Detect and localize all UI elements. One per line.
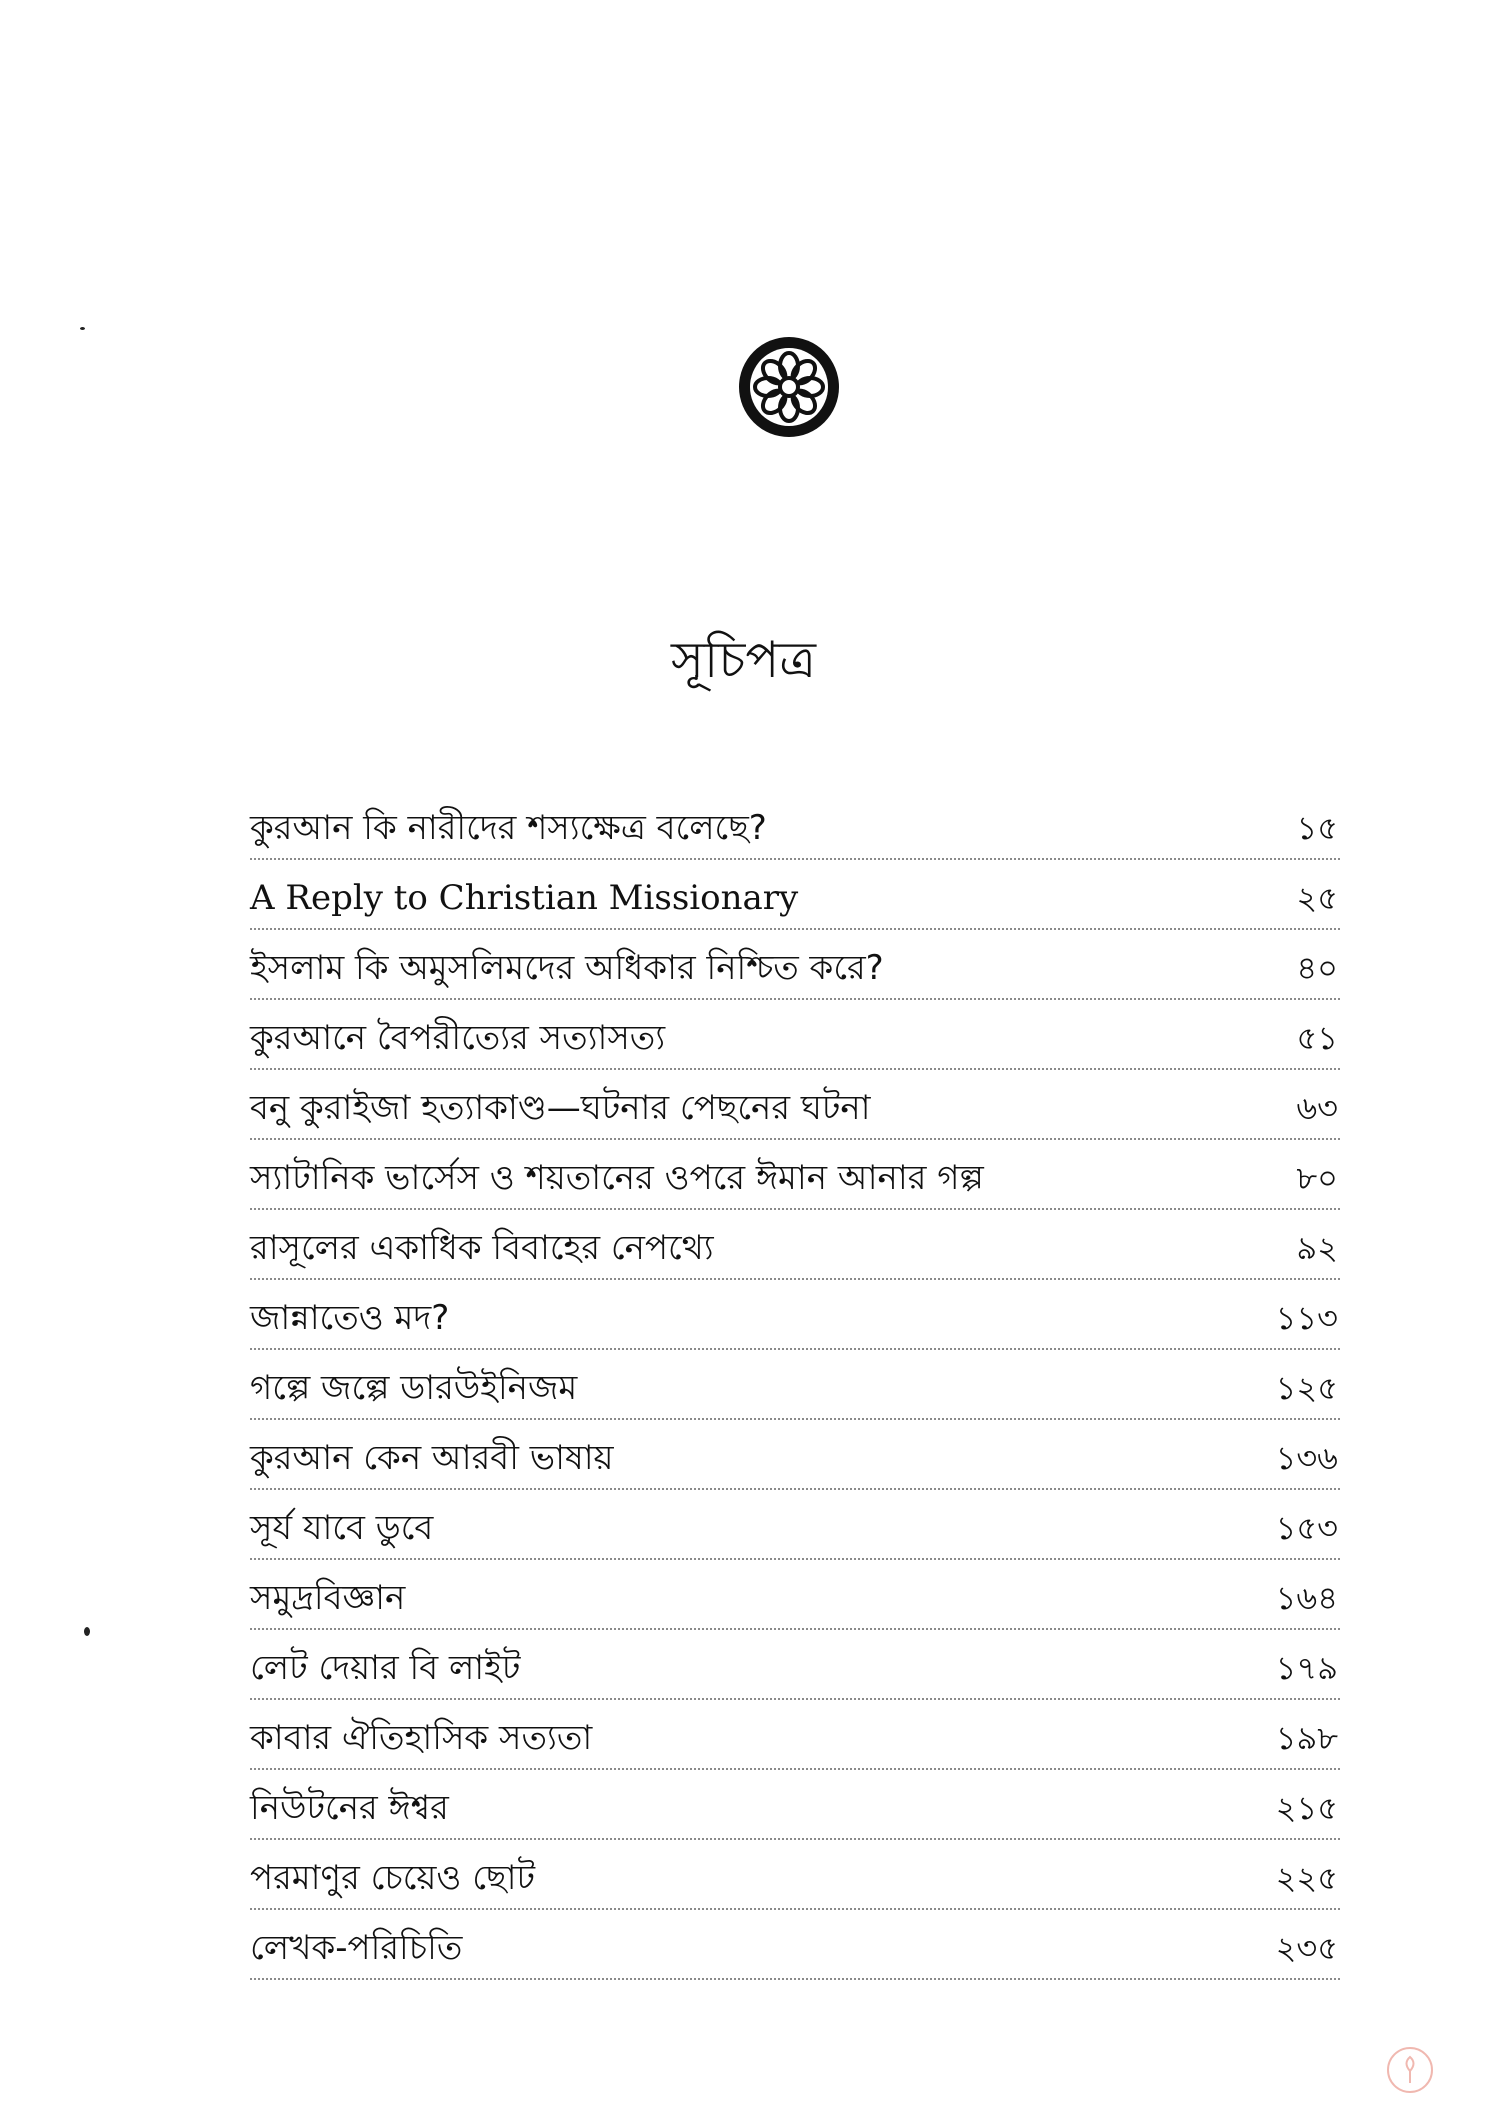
flower-rosette-icon — [734, 332, 844, 442]
toc-entry — [250, 1770, 1340, 1840]
scan-speck — [84, 1627, 90, 1636]
toc-entry-title: লেট দেয়ার বি লাইট — [250, 1648, 521, 1688]
toc-entry-title: কুরআন কেন আরবী ভাষায় — [250, 1438, 614, 1478]
toc-entry — [250, 1210, 1340, 1280]
toc-entry-page-number: ৬৩ — [1296, 1089, 1338, 1127]
toc-entry — [250, 860, 1340, 930]
toc-entry — [250, 1350, 1340, 1420]
toc-entry-title: সমুদ্রবিজ্ঞান — [250, 1578, 406, 1618]
toc-entry-title: নিউটনের ঈশ্বর — [250, 1788, 449, 1828]
toc-entry-page-number: ৫১ — [1296, 1019, 1338, 1057]
watermark-icon — [1385, 2045, 1435, 2095]
toc-entry-title: লেখক-পরিচিতি — [250, 1928, 463, 1968]
toc-entry-page-number: ১৬৪ — [1275, 1579, 1338, 1617]
toc-entry-title: বনু কুরাইজা হত্যাকাণ্ড—ঘটনার পেছনের ঘটনা — [250, 1088, 871, 1128]
toc-entry-page-number: ১৯৮ — [1275, 1719, 1338, 1757]
toc-entry-page-number: ১১৩ — [1275, 1299, 1338, 1337]
toc-entry — [250, 1840, 1340, 1910]
toc-entry-title: কাবার ঐতিহাসিক সত্যতা — [250, 1718, 593, 1758]
toc-entry-page-number: ২২৫ — [1275, 1859, 1338, 1897]
toc-entry-page-number: ৪০ — [1296, 949, 1338, 987]
page-title: সূচিপত্র — [671, 631, 816, 689]
toc-entry — [250, 1560, 1340, 1630]
toc-entry-title: পরমাণুর চেয়েও ছোট — [250, 1858, 536, 1898]
toc-entry-page-number: ২১৫ — [1275, 1789, 1338, 1827]
toc-entry-page-number: ১৩৬ — [1275, 1439, 1338, 1477]
toc-entry-page-number: ৯২ — [1296, 1229, 1338, 1267]
toc-entry-title: কুরআন কি নারীদের শস্যক্ষেত্র বলেছে? — [250, 808, 767, 848]
toc-entry — [250, 1070, 1340, 1140]
toc-entry-page-number: ৮০ — [1296, 1159, 1338, 1197]
toc-entry-title: গল্পে জল্পে ডারউইনিজম — [250, 1368, 578, 1408]
toc-entry-page-number: ১৫৩ — [1275, 1509, 1338, 1547]
toc-entry-title: সূর্য যাবে ডুবে — [250, 1508, 434, 1548]
toc-entry — [250, 1700, 1340, 1770]
toc-entry-title: ইসলাম কি অমুসলিমদের অধিকার নিশ্চিত করে? — [250, 948, 884, 988]
toc-entry — [250, 1280, 1340, 1350]
toc-entry-title: A Reply to Christian Missionary — [250, 878, 799, 918]
toc-entry-title: রাসূলের একাধিক বিবাহের নেপথ্যে — [250, 1228, 714, 1268]
toc-entry — [250, 1630, 1340, 1700]
toc-entry — [250, 1000, 1340, 1070]
toc-entry-title: জান্নাতেও মদ? — [250, 1298, 450, 1338]
toc-entry — [250, 1420, 1340, 1490]
toc-entry-page-number: ১২৫ — [1275, 1369, 1338, 1407]
toc-entry — [250, 1910, 1340, 1980]
table-of-contents — [250, 790, 1340, 1980]
toc-entry — [250, 930, 1340, 1000]
toc-entry-page-number: ২৫ — [1296, 879, 1338, 917]
toc-entry-page-number: ১৭৯ — [1275, 1649, 1338, 1687]
toc-entry-title: স্যাটানিক ভার্সেস ও শয়তানের ওপরে ঈমান আনার গল্প — [250, 1158, 984, 1198]
toc-entry-title: কুরআনে বৈপরীত্যের সত্যাসত্য — [250, 1018, 666, 1058]
toc-entry-page-number: ১৫ — [1296, 809, 1338, 847]
toc-entry-page-number: ২৩৫ — [1275, 1929, 1338, 1967]
scan-speck — [80, 327, 85, 330]
toc-entry — [250, 1490, 1340, 1560]
toc-entry — [250, 1140, 1340, 1210]
toc-entry — [250, 790, 1340, 860]
